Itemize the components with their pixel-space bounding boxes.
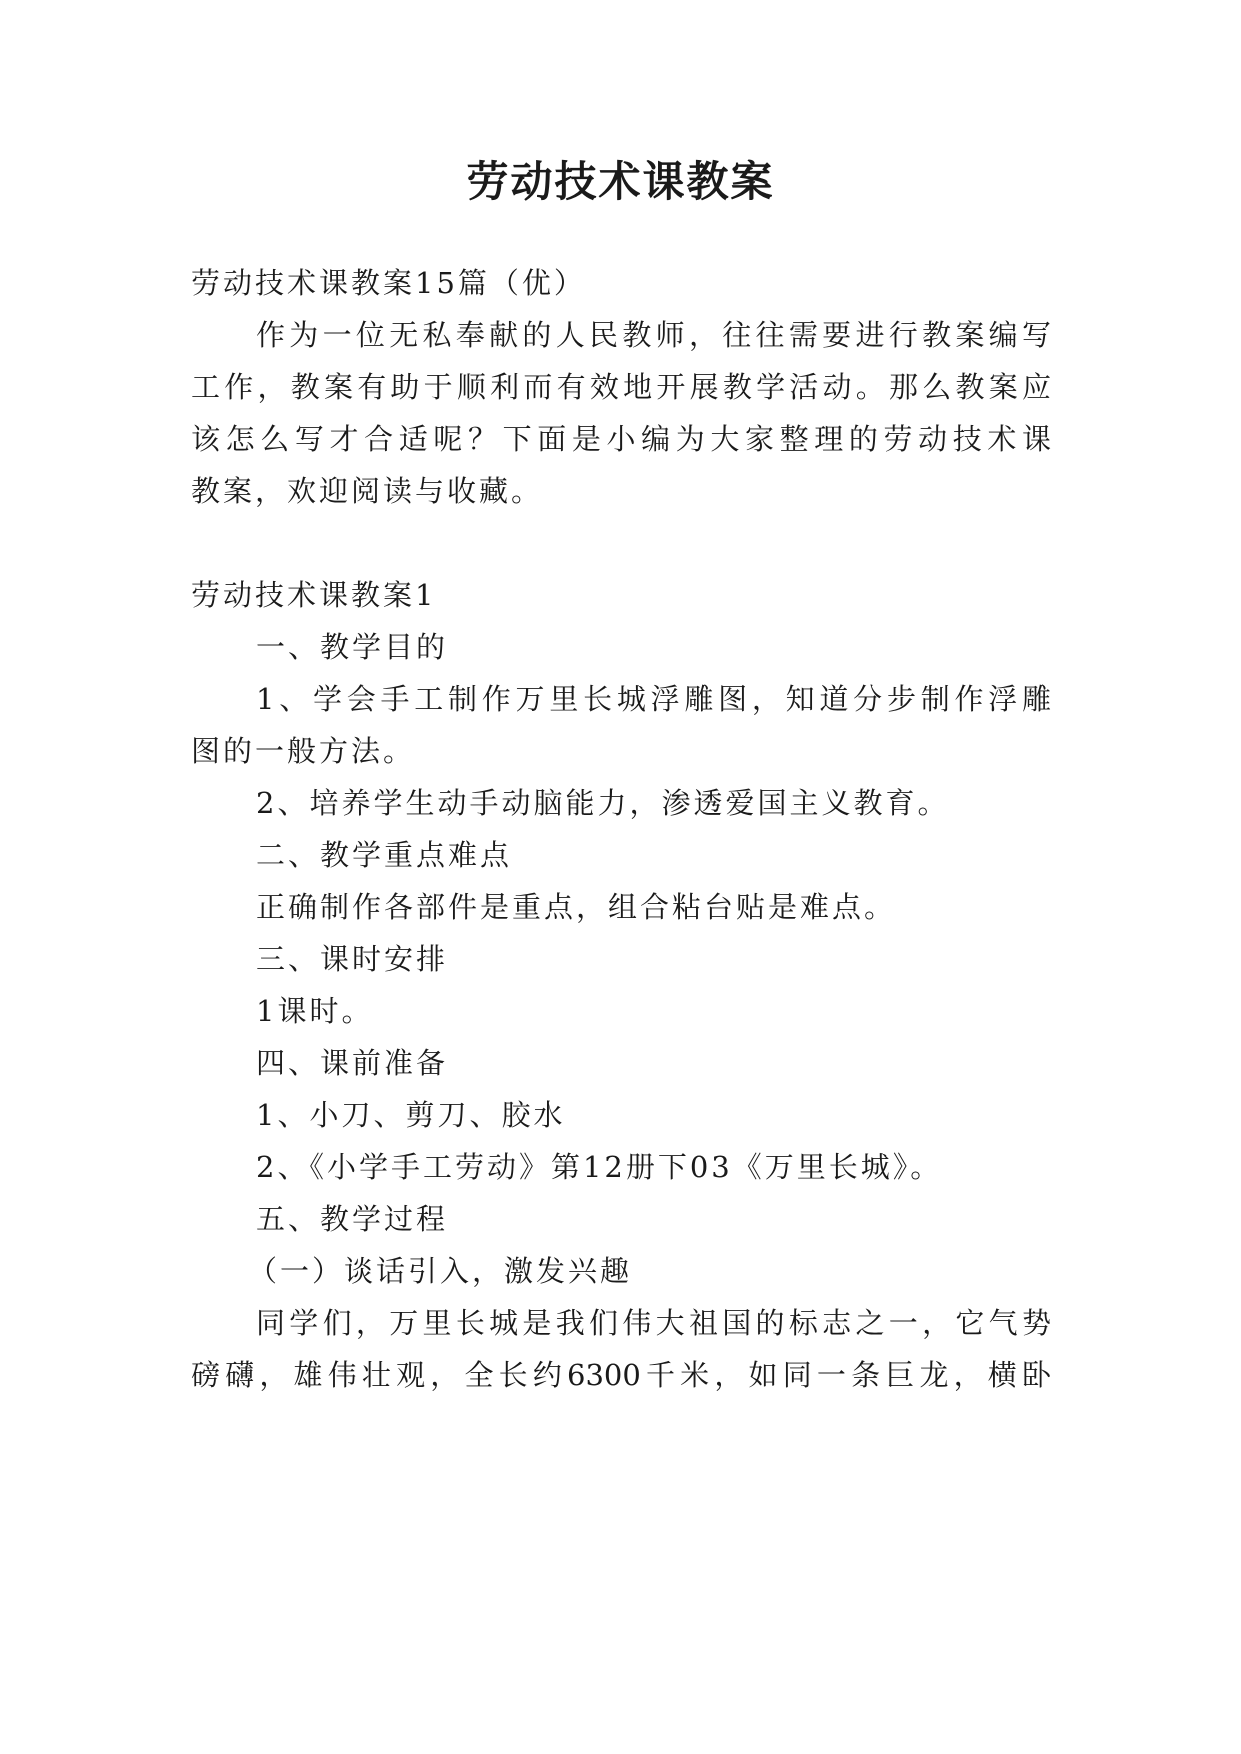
- body-line: 四、课前准备: [256, 1046, 449, 1080]
- body-line: 2、培养学生动手动脑能力，渗透爱国主义教育。: [256, 786, 950, 820]
- intro-line: 该怎么写才合适呢？下面是小编为大家整理的劳动技术课: [191, 422, 1051, 456]
- body-line: 磅礴，雄伟壮观，全长约6300千米，如同一条巨龙，横卧: [191, 1358, 1051, 1392]
- document-subtitle: 劳动技术课教案15篇（优）: [191, 266, 586, 300]
- document-title: 劳动技术课教案: [466, 157, 775, 206]
- section-heading: 劳动技术课教案1: [191, 578, 437, 612]
- body-line: 图的一般方法。: [191, 734, 416, 768]
- body-line: 一、教学目的: [256, 630, 449, 664]
- body-line: 同学们，万里长城是我们伟大祖国的标志之一，它气势: [256, 1306, 1051, 1340]
- body-line: 1、小刀、剪刀、胶水: [256, 1098, 566, 1132]
- body-line: 1课时。: [256, 994, 374, 1028]
- body-line: 2、《小学手工劳动》第12册下03《万里长城》。: [256, 1150, 943, 1184]
- body-line: 二、教学重点难点: [256, 838, 513, 872]
- intro-line: 工作，教案有助于顺利而有效地开展教学活动。那么教案应: [191, 370, 1051, 404]
- body-line: 三、课时安排: [256, 942, 449, 976]
- body-line: 五、教学过程: [256, 1202, 449, 1236]
- body-line: 1、学会手工制作万里长城浮雕图，知道分步制作浮雕: [256, 682, 1051, 716]
- intro-line: 作为一位无私奉献的人民教师，往往需要进行教案编写: [256, 318, 1051, 352]
- body-line: 正确制作各部件是重点，组合粘台贴是难点。: [256, 890, 897, 924]
- body-line: （一）谈话引入，激发兴趣: [248, 1254, 633, 1288]
- intro-line: 教案，欢迎阅读与收藏。: [191, 474, 544, 508]
